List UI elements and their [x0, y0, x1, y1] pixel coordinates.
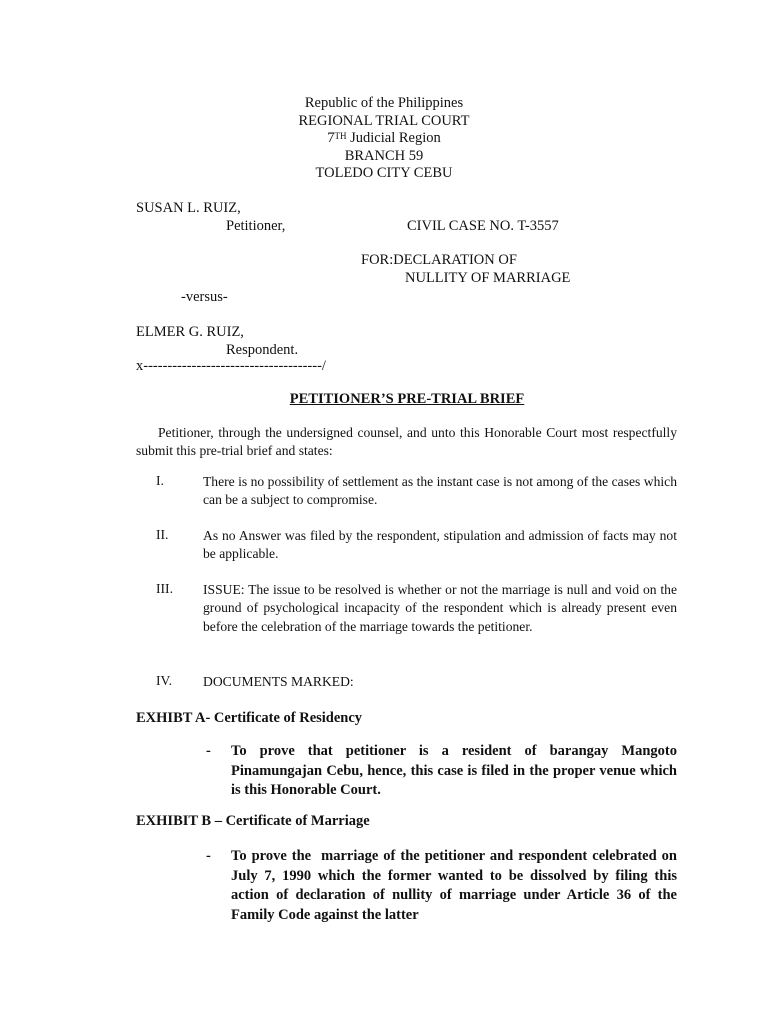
caption-separator: x-------------------------------------/	[136, 358, 326, 374]
petitioner-role: Petitioner,	[226, 218, 286, 234]
exhibit-a-title: EXHIBT A- Certificate of Residency	[136, 710, 363, 726]
versus-label: -versus-	[181, 289, 228, 305]
respondent-role: Respondent.	[226, 342, 299, 358]
exhibit-b-text: To prove the marriage of the petitioner and respondent celebrated on July 7, 1990 which the former wanted to be dissolved by filing this action of declaration of nullity of marriage under Article 36 of the Family Code against the latter	[231, 848, 681, 923]
region-suffix: TH	[334, 131, 347, 141]
header-region	[0, 130, 768, 147]
respondent-name: ELMER G. RUIZ,	[136, 324, 244, 340]
item-text: ISSUE: The issue to be resolved is whether or not the marriage is null and void on the ground of psychological incapacity of the respondent which is already present even before the celebration of the marriage towards the petitioner.	[203, 582, 677, 634]
item-text: There is no possibility of settlement as the instant case is not among of the cases which can be a subject to compromise.	[203, 474, 677, 508]
header-city: TOLEDO CITY CEBU	[315, 165, 453, 181]
item-number: II.	[156, 527, 169, 542]
region-number: 7	[327, 130, 335, 146]
exhibit-bullet: -	[206, 743, 211, 759]
document-title: PETITIONER’S PRE-TRIAL BRIEF	[289, 391, 525, 407]
exhibit-bullet: -	[206, 848, 211, 864]
case-number: CIVIL CASE NO. T-3557	[407, 218, 559, 234]
item-text: As no Answer was filed by the respondent, stipulation and admission of facts may not be applicable.	[203, 528, 677, 562]
item-number: I.	[156, 473, 164, 488]
item-number: IV.	[156, 673, 172, 688]
intro-paragraph: Petitioner, through the undersigned counsel, and unto this Honorable Court most respectfully submit this pre-trial brief and states:	[136, 425, 677, 459]
header-republic: Republic of the Philippines	[304, 95, 464, 111]
item-number: III.	[156, 581, 173, 596]
petitioner-name: SUSAN L. RUIZ,	[136, 200, 241, 216]
header-branch: BRANCH 59	[344, 147, 424, 164]
case-for-line2: NULLITY OF MARRIAGE	[405, 270, 571, 286]
header-court: REGIONAL TRIAL COURT	[298, 112, 470, 129]
item-text: DOCUMENTS MARKED:	[203, 674, 354, 689]
exhibit-a-text: To prove that petitioner is a resident of barangay Mangoto Pinamungajan Cebu, hence, this case is filed in the proper venue which is this Honorable Court.	[231, 743, 677, 798]
exhibit-b-title: EXHIBIT B – Certificate of Marriage	[136, 813, 370, 829]
case-for-line1: FOR:DECLARATION OF	[361, 252, 517, 268]
region-label: Judicial Region	[346, 130, 441, 146]
